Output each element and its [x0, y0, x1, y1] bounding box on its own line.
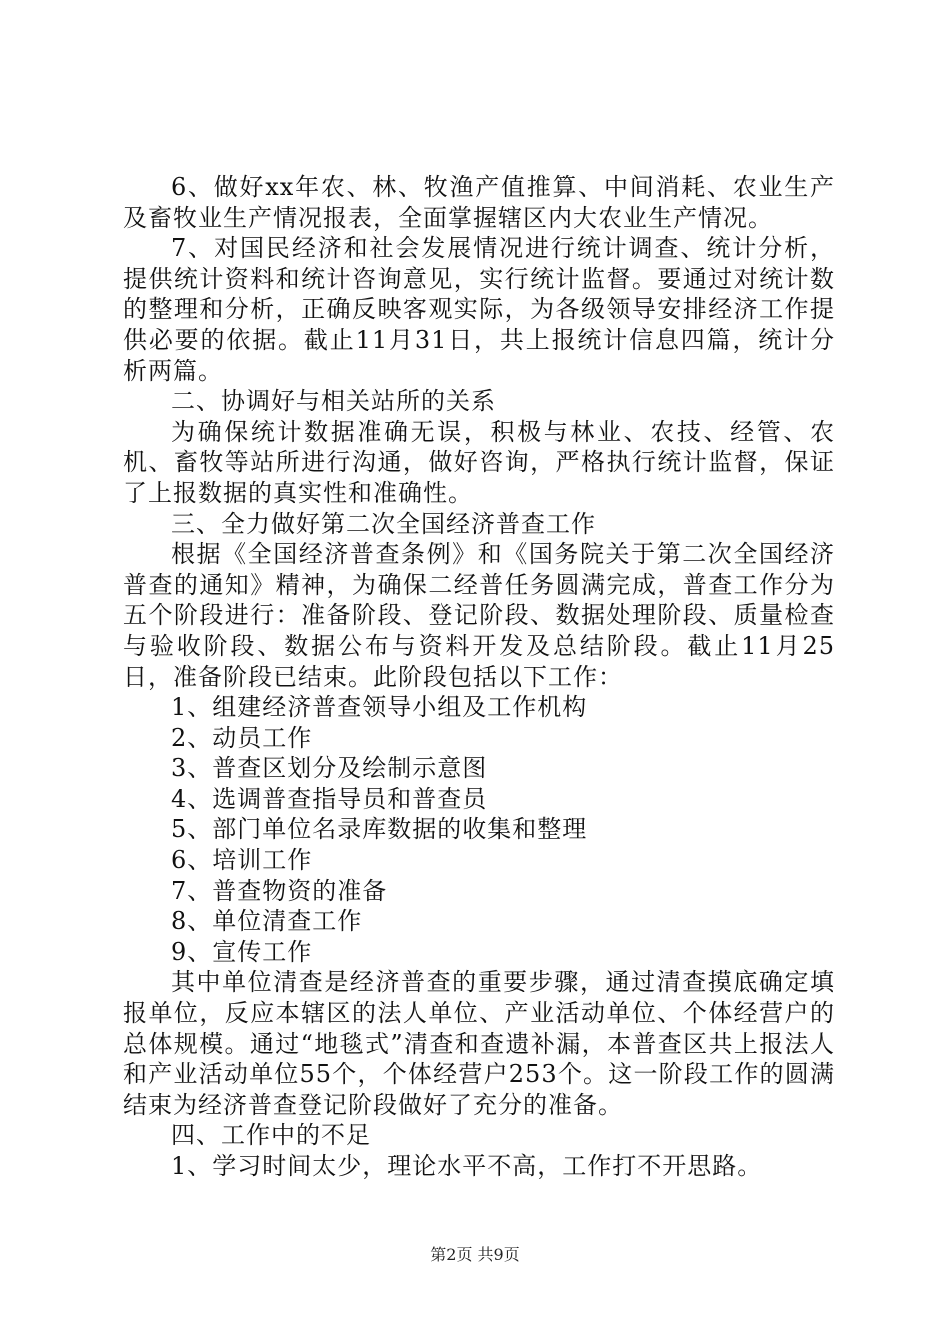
- document-body: [123, 172, 835, 1182]
- list-item: 3、普查区划分及绘制示意图: [171, 754, 488, 783]
- paragraph: 根据《全国经济普查条例》和《国务院关于第二次全国经济普查的通知》精神，为确保二经普任务圆满完成，普查工作分为五个阶段进行：准备阶段、登记阶段、数据处理阶段、质量检查与验收阶段、数据公布与资料开发及总结阶段。截止11月25日，准备阶段已结束。此阶段包括以下工作：: [123, 540, 835, 691]
- list-item: 5、部门单位名录库数据的收集和整理: [171, 815, 588, 844]
- list-item: 7、普查物资的准备: [171, 876, 388, 905]
- section-heading: 四、工作中的不足: [171, 1121, 371, 1150]
- list-item: 2、动员工作: [171, 723, 313, 752]
- list-item: 1、组建经济普查领导小组及工作机构: [171, 693, 588, 722]
- paragraph: 其中单位清查是经济普查的重要步骤，通过清查摸底确定填报单位，反应本辖区的法人单位、产业活动单位、个体经营户的总体规模。通过“地毯式”清查和查遗补漏，本普查区共上报法人和产业活动单位55个，个体经营户253个。这一阶段工作的圆满结束为经济普查登记阶段做好了充分的准备。: [123, 968, 835, 1119]
- list-item: 8、单位清查工作: [171, 907, 363, 936]
- paragraph: 为确保统计数据准确无误，积极与林业、农技、经管、农机、畜牧等站所进行沟通，做好咨询，严格执行统计监督，保证了上报数据的真实性和准确性。: [123, 417, 835, 507]
- section-heading: 二、协调好与相关站所的关系: [171, 387, 496, 416]
- paragraph: 7、对国民经济和社会发展情况进行统计调查、统计分析，提供统计资料和统计咨询意见，实行统计监督。要通过对统计数的整理和分析，正确反映客观实际，为各级领导安排经济工作提供必要的依据。截止11月31日，共上报统计信息四篇，统计分析两篇。: [123, 234, 835, 385]
- list-item: 9、宣传工作: [171, 937, 313, 966]
- paragraph: 6、做好xx年农、林、牧渔产值推算、中间消耗、农业生产及畜牧业生产情况报表，全面掌握辖区内大农业生产情况。: [123, 173, 835, 232]
- section-heading: 三、全力做好第二次全国经济普查工作: [171, 509, 596, 538]
- paragraph: 1、学习时间太少，理论水平不高，工作打不开思路。: [171, 1152, 763, 1180]
- list-item: 6、培训工作: [171, 846, 313, 875]
- list-item: 4、选调普查指导员和普查员: [171, 784, 488, 813]
- page-footer: 第2页 共9页: [430, 1245, 520, 1264]
